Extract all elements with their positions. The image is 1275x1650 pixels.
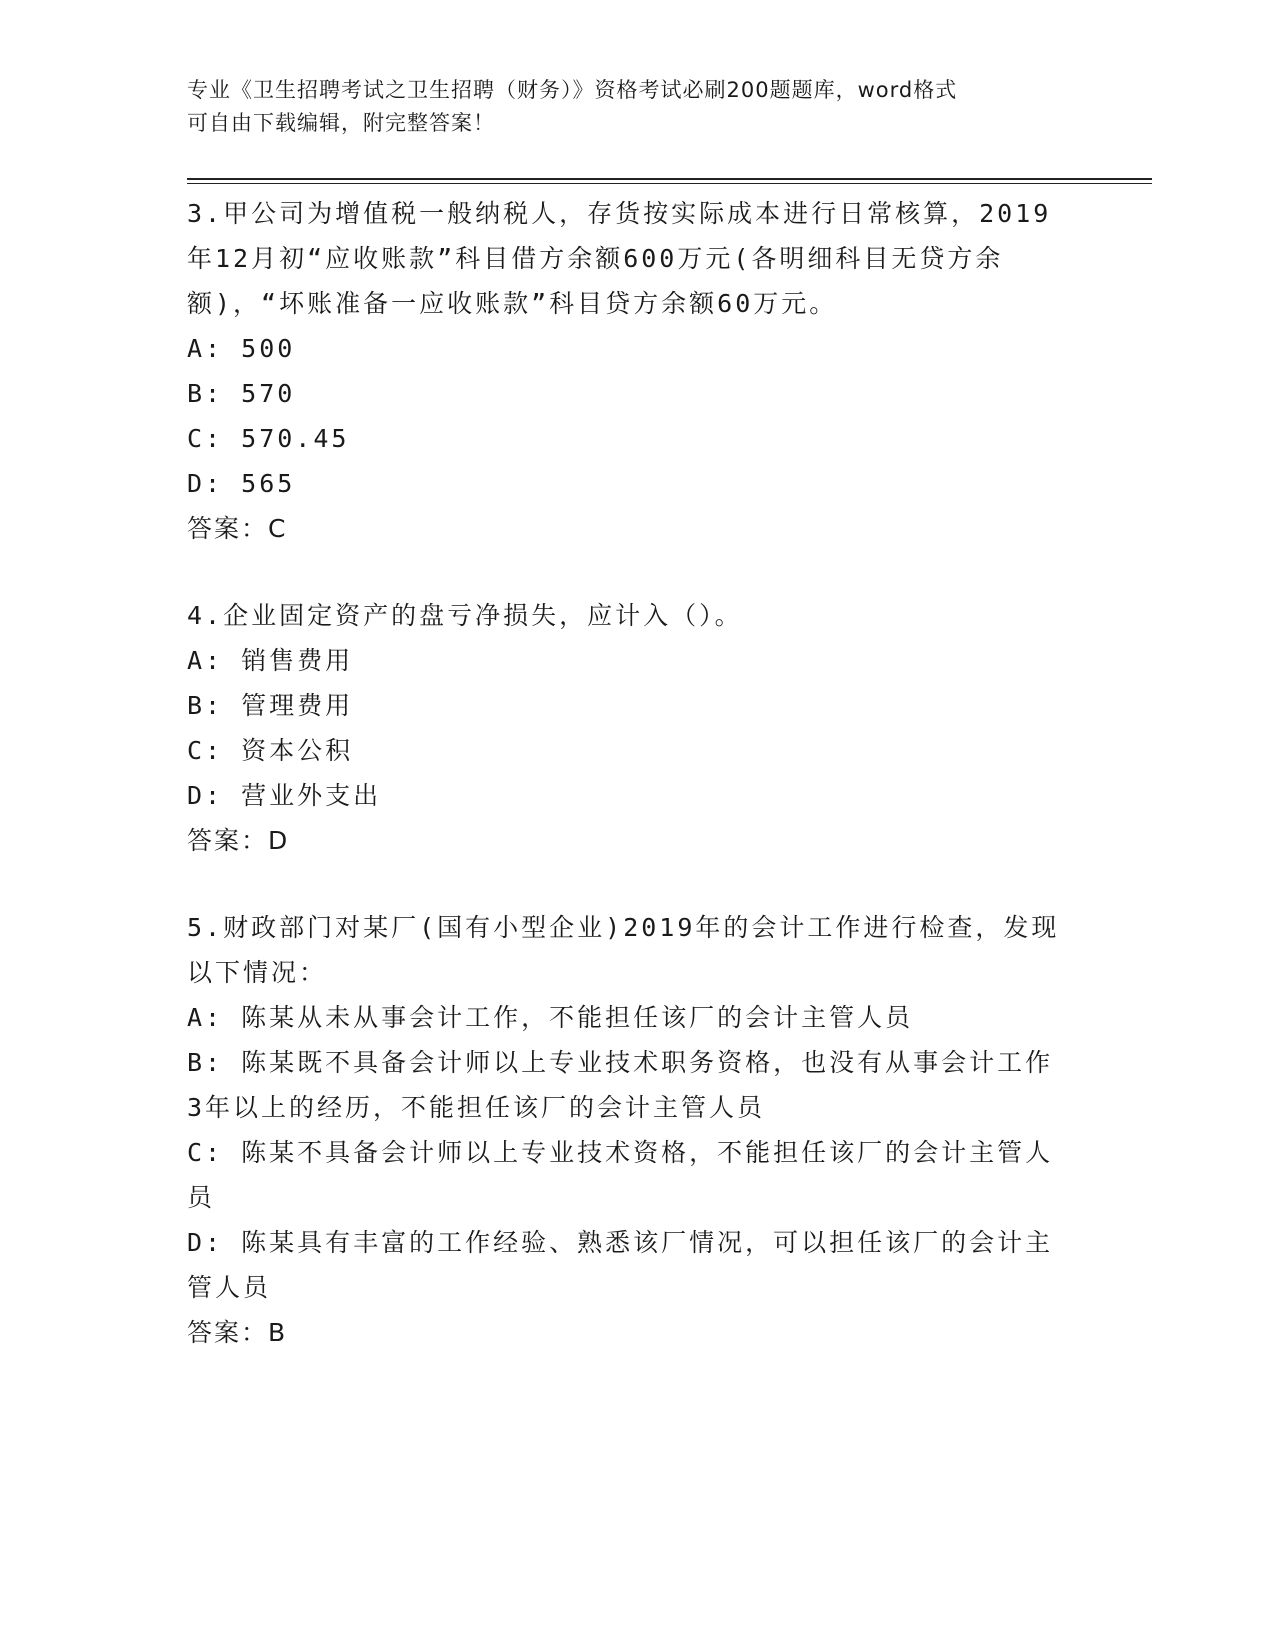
option-a: A: 销售费用 (187, 646, 354, 675)
option-d-continued: 管人员 (187, 1273, 272, 1302)
option-c: C: 570.45 (187, 424, 350, 453)
header-divider-thick (187, 178, 1152, 180)
option-a: A: 陈某从未从事会计工作，不能担任该厂的会计主管人员 (187, 1003, 914, 1032)
option-b: B: 管理费用 (187, 691, 354, 720)
option-c-continued: 员 (187, 1183, 216, 1212)
question-stem-line: 额)，“坏账准备一应收账款”科目贷方余额60万元。 (187, 289, 838, 318)
option-b: B: 陈某既不具备会计师以上专业技术职务资格，也没有从事会计工作 (187, 1048, 1054, 1077)
question-4 (187, 593, 1082, 863)
option-a: A: 500 (187, 334, 296, 363)
option-d: D: 陈某具有丰富的工作经验、熟悉该厂情况，可以担任该厂的会计主 (187, 1228, 1054, 1257)
answer-line: 答案：D (187, 826, 290, 855)
document-header (187, 74, 1067, 140)
option-b-continued: 3年以上的经历，不能担任该厂的会计主管人员 (187, 1093, 766, 1122)
answer-line: 答案：B (187, 1318, 288, 1347)
option-c: C: 资本公积 (187, 736, 354, 765)
option-d: D: 营业外支出 (187, 781, 382, 810)
question-3 (187, 191, 1082, 551)
question-5 (187, 905, 1082, 1355)
option-c: C: 陈某不具备会计师以上专业技术资格，不能担任该厂的会计主管人 (187, 1138, 1054, 1167)
question-list (187, 191, 1082, 1397)
header-line: 专业《卫生招聘考试之卫生招聘（财务）》资格考试必刷200题题库，word格式 (187, 78, 958, 102)
header-line: 可自由下载编辑，附完整答案！ (187, 111, 495, 135)
question-stem-line: 4.企业固定资产的盘亏净损失，应计入（）。 (187, 601, 743, 630)
answer-line: 答案：C (187, 514, 288, 543)
question-stem-line: 年12月初“应收账款”科目借方余额600万元(各明细科目无贷方余 (187, 244, 1004, 273)
question-stem-line: 以下情况： (187, 958, 328, 987)
question-stem-line: 5.财政部门对某厂(国有小型企业)2019年的会计工作进行检查，发现 (187, 913, 1060, 942)
option-d: D: 565 (187, 469, 296, 498)
option-b: B: 570 (187, 379, 296, 408)
header-divider-thin (187, 183, 1152, 184)
question-stem-line: 3.甲公司为增值税一般纳税人，存货按实际成本进行日常核算，2019 (187, 199, 1052, 228)
